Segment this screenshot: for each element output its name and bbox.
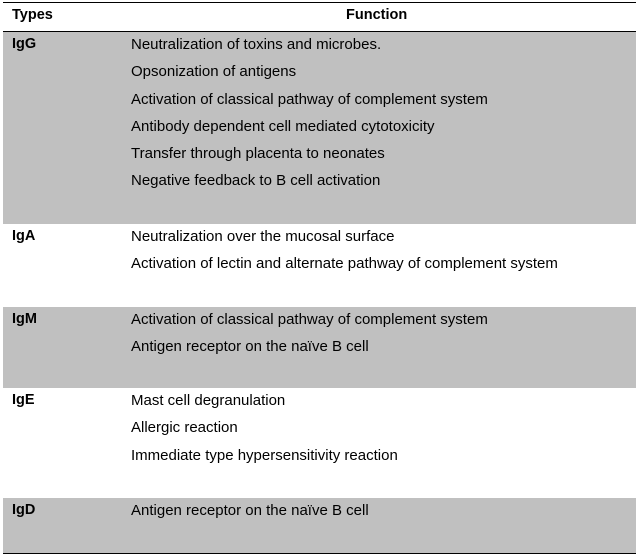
function-item: Mast cell degranulation: [131, 392, 286, 409]
function-list: [131, 391, 398, 473]
type-cell: IgG: [12, 36, 37, 52]
function-item: Negative feedback to B cell activation: [131, 172, 381, 190]
function-item: Activation of classical pathway of complement system: [131, 311, 488, 328]
function-item: Antibody dependent cell mediated cytotoxicity: [131, 117, 435, 135]
function-item: Allergic reaction: [131, 419, 238, 437]
immunoglobulin-table: [3, 2, 636, 554]
header-function: Function: [346, 7, 408, 23]
table-row-iga: [3, 224, 636, 307]
function-list: [131, 35, 488, 199]
table-header: [3, 3, 636, 31]
function-list: [131, 501, 369, 528]
table-row-igg: [3, 32, 636, 224]
type-cell: IgA: [12, 228, 36, 244]
function-item: Antigen receptor on the naïve B cell: [131, 502, 369, 519]
function-list: [131, 310, 488, 365]
header-types: Types: [12, 7, 53, 23]
table-row-igm: [3, 307, 636, 388]
function-item: Transfer through placenta to neonates: [131, 145, 385, 163]
table-row-ige: [3, 388, 636, 498]
function-item: Antigen receptor on the naïve B cell: [131, 338, 369, 356]
function-item: Neutralization of toxins and microbes.: [131, 36, 382, 53]
function-item: Immediate type hypersensitivity reaction: [131, 446, 398, 464]
function-item: Opsonization of antigens: [131, 63, 297, 81]
function-item: Activation of lectin and alternate pathway of complement system: [131, 255, 558, 273]
type-cell: IgM: [12, 311, 37, 327]
function-item: Activation of classical pathway of complement system: [131, 90, 488, 108]
type-cell: IgD: [12, 502, 36, 518]
function-item: Neutralization over the mucosal surface: [131, 228, 395, 245]
type-cell: IgE: [12, 392, 35, 408]
function-list: [131, 227, 558, 282]
table-bottom-rule: [3, 553, 636, 554]
table-row-igd: [3, 498, 636, 553]
